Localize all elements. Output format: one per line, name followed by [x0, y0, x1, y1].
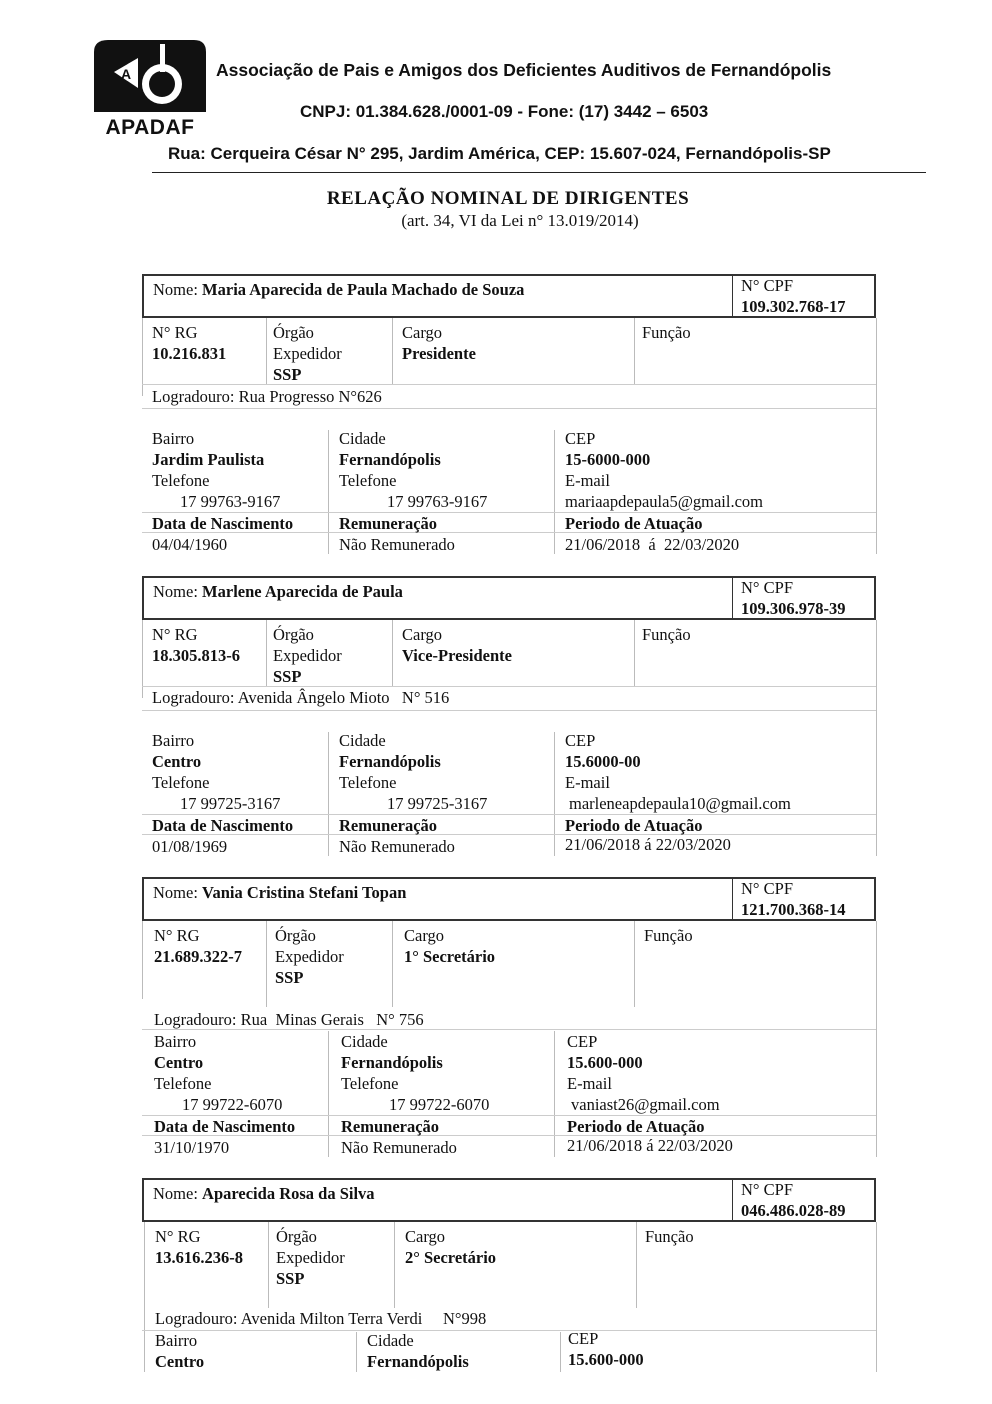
- cidade-label: Cidade: [367, 1331, 414, 1350]
- orgao-value: SSP: [276, 1269, 305, 1288]
- cpf-box: [732, 576, 879, 620]
- orgao-value: SSP: [273, 667, 302, 686]
- name-field: Nome: Maria Aparecida de Paula Machado de Souza: [153, 280, 525, 299]
- cpf-box: [732, 877, 879, 921]
- header-divider: [152, 172, 926, 173]
- orgao-label: Órgão: [276, 1227, 317, 1246]
- rg-value: 13.616.236-8: [155, 1248, 243, 1267]
- svg-text:A: A: [121, 66, 132, 82]
- cpf-label: N° CPF: [741, 1180, 793, 1199]
- telefone-label-2: Telefone: [339, 773, 397, 792]
- nascimento-label: Data de Nascimento: [152, 514, 294, 533]
- cpf-value: 109.306.978-39: [741, 599, 846, 618]
- cargo-value: 1° Secretário: [404, 947, 496, 966]
- bairro-value: Centro: [152, 752, 202, 771]
- rg-value: 18.305.813-6: [152, 646, 240, 665]
- telefone-label-2: Telefone: [339, 471, 397, 490]
- email-label: E-mail: [565, 773, 610, 792]
- remuneracao-label: Remuneração: [341, 1117, 440, 1136]
- cidade-label: Cidade: [339, 429, 386, 448]
- rg-value: 10.216.831: [152, 344, 227, 363]
- dirigente-card: [142, 1178, 878, 1374]
- cep-label: CEP: [565, 429, 596, 448]
- logradouro-field: Logradouro: Avenida Milton Terra Verdi N°998: [155, 1309, 487, 1328]
- name-box: [142, 576, 876, 620]
- nascimento-value: 31/10/1970: [154, 1138, 230, 1157]
- telefone-value-2: 17 99722-6070: [389, 1095, 490, 1114]
- logradouro-field: Logradouro: Rua Minas Gerais N° 756: [154, 1010, 424, 1029]
- apadaf-logo: [88, 38, 208, 138]
- email-label: E-mail: [567, 1074, 612, 1093]
- cidade-value: Fernandópolis: [341, 1053, 443, 1072]
- cpf-box: [732, 1178, 879, 1222]
- telefone-value: 17 99722-6070: [182, 1095, 283, 1114]
- organization-name: Associação de Pais e Amigos dos Deficientes Auditivos de Fernandópolis: [216, 60, 832, 80]
- bairro-value: Jardim Paulista: [152, 450, 265, 469]
- cargo-label: Cargo: [402, 323, 443, 342]
- bairro-value: Centro: [155, 1352, 205, 1371]
- rg-label: N° RG: [152, 625, 198, 644]
- name-box: [142, 1178, 876, 1222]
- cep-value: 15-6000-000: [565, 450, 651, 469]
- cidade-label: Cidade: [341, 1032, 388, 1051]
- cnpj-phone: CNPJ: 01.384.628./0001-09 - Fone: (17) 3442 – 6503: [300, 102, 709, 121]
- cargo-label: Cargo: [405, 1227, 446, 1246]
- logradouro-field: Logradouro: Avenida Ângelo Mioto N° 516: [152, 688, 450, 707]
- telefone-value: 17 99763-9167: [180, 492, 281, 511]
- email-label: E-mail: [565, 471, 610, 490]
- cpf-value: 109.302.768-17: [741, 297, 846, 316]
- rg-value: 21.689.322-7: [154, 947, 242, 966]
- email-value: marleneapdepaula10@gmail.com: [569, 794, 791, 813]
- cpf-value: 121.700.368-14: [741, 900, 846, 919]
- expedidor-label: Expedidor: [276, 1248, 345, 1267]
- rg-label: N° RG: [155, 1227, 201, 1246]
- cargo-label: Cargo: [404, 926, 445, 945]
- periodo-label: Periodo de Atuação: [565, 816, 703, 835]
- remuneracao-label: Remuneração: [339, 816, 438, 835]
- cep-label: CEP: [565, 731, 596, 750]
- cpf-box: [732, 274, 879, 318]
- cpf-label: N° CPF: [741, 276, 793, 295]
- cidade-label: Cidade: [339, 731, 386, 750]
- dirigente-card: [142, 576, 878, 858]
- periodo-label: Periodo de Atuação: [567, 1117, 705, 1136]
- cidade-value: Fernandópolis: [339, 752, 441, 771]
- nascimento-value: 01/08/1969: [152, 837, 228, 856]
- periodo-value: 21/06/2018 á 22/03/2020: [567, 1136, 733, 1155]
- nascimento-label: Data de Nascimento: [152, 816, 294, 835]
- telefone-label: Telefone: [152, 471, 210, 490]
- expedidor-label: Expedidor: [275, 947, 344, 966]
- cpf-value: 046.486.028-89: [741, 1201, 846, 1220]
- remuneracao-value: Não Remunerado: [341, 1138, 457, 1157]
- remuneracao-label: Remuneração: [339, 514, 438, 533]
- nascimento-label: Data de Nascimento: [154, 1117, 296, 1136]
- orgao-label: Órgão: [275, 926, 316, 945]
- expedidor-label: Expedidor: [273, 344, 342, 363]
- cep-value: 15.6000-00: [565, 752, 641, 771]
- bairro-label: Bairro: [152, 429, 195, 448]
- name-field: Nome: Vania Cristina Stefani Topan: [153, 883, 407, 902]
- rg-label: N° RG: [152, 323, 198, 342]
- document-subtitle: (art. 34, VI da Lei n° 13.019/2014): [401, 211, 639, 230]
- telefone-value-2: 17 99763-9167: [387, 492, 488, 511]
- bairro-label: Bairro: [154, 1032, 197, 1051]
- name-box: [142, 274, 876, 318]
- orgao-label: Órgão: [273, 323, 314, 342]
- bairro-label: Bairro: [155, 1331, 198, 1350]
- cidade-value: Fernandópolis: [367, 1352, 469, 1371]
- bairro-value: Centro: [154, 1053, 204, 1072]
- cep-value: 15.600-000: [567, 1053, 643, 1072]
- rg-label: N° RG: [154, 926, 200, 945]
- cep-label: CEP: [568, 1329, 599, 1348]
- cargo-label: Cargo: [402, 625, 443, 644]
- logo-wordmark: APADAF: [105, 116, 195, 138]
- cpf-label: N° CPF: [741, 578, 793, 597]
- orgao-value: SSP: [275, 968, 304, 987]
- telefone-label: Telefone: [154, 1074, 212, 1093]
- orgao-label: Órgão: [273, 625, 314, 644]
- remuneracao-value: Não Remunerado: [339, 837, 455, 856]
- funcao-label: Função: [642, 625, 691, 644]
- bairro-label: Bairro: [152, 731, 195, 750]
- cep-value: 15.600-000: [568, 1350, 644, 1369]
- cpf-label: N° CPF: [741, 879, 793, 898]
- organization-address: Rua: Cerqueira César N° 295, Jardim América, CEP: 15.607-024, Fernandópolis-SP: [168, 144, 831, 163]
- remuneracao-value: Não Remunerado: [339, 535, 455, 554]
- telefone-label-2: Telefone: [341, 1074, 399, 1093]
- telefone-label: Telefone: [152, 773, 210, 792]
- orgao-value: SSP: [273, 365, 302, 384]
- periodo-label: Periodo de Atuação: [565, 514, 703, 533]
- funcao-label: Função: [644, 926, 693, 945]
- funcao-label: Função: [645, 1227, 694, 1246]
- funcao-label: Função: [642, 323, 691, 342]
- cargo-value: 2° Secretário: [405, 1248, 497, 1267]
- name-field: Nome: Aparecida Rosa da Silva: [153, 1184, 375, 1203]
- periodo-value: 21/06/2018 á 22/03/2020: [565, 535, 740, 554]
- expedidor-label: Expedidor: [273, 646, 342, 665]
- document-title: RELAÇÃO NOMINAL DE DIRIGENTES: [326, 188, 690, 209]
- telefone-value-2: 17 99725-3167: [387, 794, 488, 813]
- email-value: vaniast26@gmail.com: [571, 1095, 720, 1114]
- telefone-value: 17 99725-3167: [180, 794, 281, 813]
- periodo-value: 21/06/2018 á 22/03/2020: [565, 835, 731, 854]
- cargo-value: Vice-Presidente: [402, 646, 512, 665]
- dirigente-card: [142, 274, 878, 556]
- cargo-value: Presidente: [402, 344, 476, 363]
- cep-label: CEP: [567, 1032, 598, 1051]
- nascimento-value: 04/04/1960: [152, 535, 228, 554]
- name-box: [142, 877, 876, 921]
- logradouro-field: Logradouro: Rua Progresso N°626: [152, 387, 382, 406]
- name-field: Nome: Marlene Aparecida de Paula: [153, 582, 403, 601]
- cidade-value: Fernandópolis: [339, 450, 441, 469]
- email-value: mariaapdepaula5@gmail.com: [565, 492, 763, 511]
- dirigente-card: [142, 877, 878, 1159]
